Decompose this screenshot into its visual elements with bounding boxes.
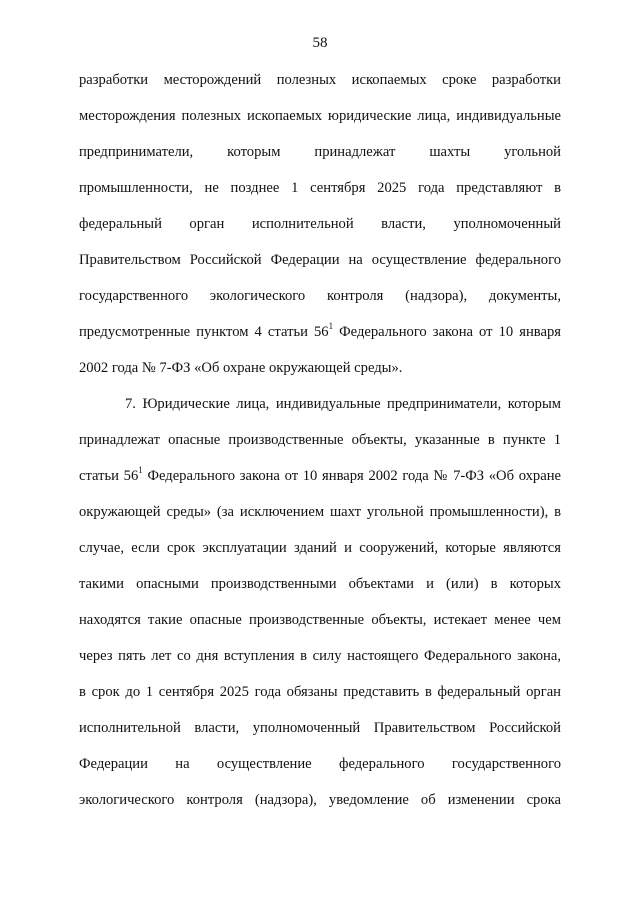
- text-line: в срок до 1 сентября 2025 года обязаны представить в федеральный орган: [79, 684, 561, 700]
- paragraph-start-line: 7. Юридические лица, индивидуальные предприниматели, которым: [125, 396, 561, 412]
- text-line: государственного экологического контроля (надзора), документы,: [79, 288, 561, 304]
- text-line: принадлежат опасные производственные объекты, указанные в пункте 1: [79, 432, 561, 448]
- text-line: разработки месторождений полезных ископаемых сроке разработки: [79, 72, 561, 88]
- text-line: исполнительной власти, уполномоченный Правительством Российской: [79, 720, 561, 736]
- text-fragment: статьи 56: [79, 468, 139, 484]
- text-line: месторождения полезных ископаемых юридические лица, индивидуальные: [79, 108, 561, 124]
- text-line: такими опасными производственными объектами и (или) в которых: [79, 576, 561, 592]
- text-line: окружающей среды» (за исключением шахт угольной промышленности), в: [79, 504, 561, 520]
- text-line: случае, если срок эксплуатации зданий и сооружений, которые являются: [79, 540, 561, 556]
- superscript: 1: [328, 321, 334, 332]
- text-line: через пять лет со дня вступления в силу настоящего Федерального закона,: [79, 648, 561, 664]
- text-line: 2002 года № 7-ФЗ «Об охране окружающей среды».: [79, 360, 403, 376]
- text-fragment: предусмотренные пунктом 4 статьи 56: [79, 324, 329, 340]
- text-line: экологического контроля (надзора), уведомление об изменении срока: [79, 792, 561, 808]
- text-line: Федерации на осуществление федерального государственного: [79, 756, 561, 772]
- text-fragment: Федерального закона от 10 января: [333, 324, 561, 340]
- text-fragment: Федерального закона от 10 января 2002 года № 7-ФЗ «Об охране: [142, 468, 561, 484]
- text-line: промышленности, не позднее 1 сентября 2025 года представляют в: [79, 180, 561, 196]
- text-line-with-footnote: [79, 464, 561, 500]
- superscript: 1: [138, 465, 143, 476]
- text-line: предприниматели, которым принадлежат шахты угольной: [79, 144, 561, 160]
- page-number: 58: [312, 35, 328, 51]
- text-line: Правительством Российской Федерации на осуществление федерального: [79, 252, 561, 268]
- text-line: федеральный орган исполнительной власти, уполномоченный: [79, 216, 561, 232]
- document-body: [79, 68, 561, 824]
- text-line: находятся такие опасные производственные объекты, истекает менее чем: [79, 612, 561, 628]
- text-line-with-footnote: [79, 320, 561, 356]
